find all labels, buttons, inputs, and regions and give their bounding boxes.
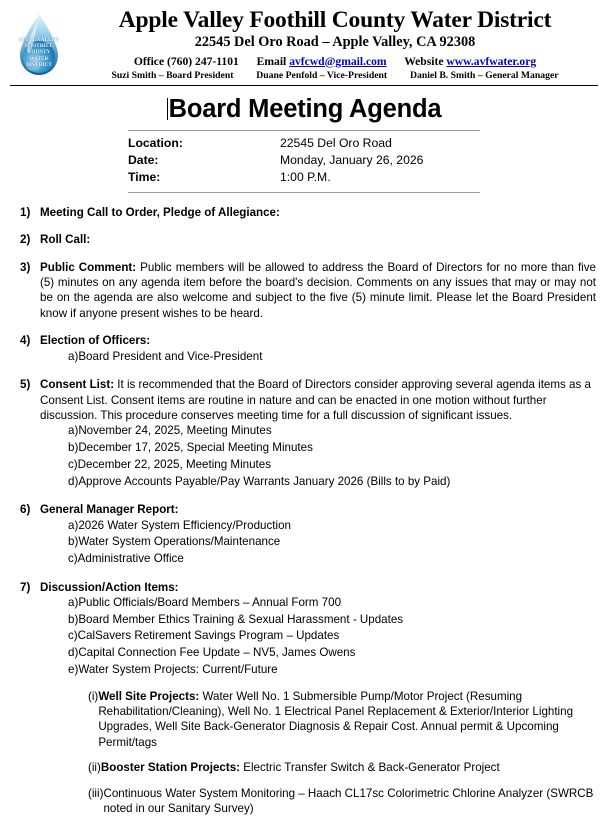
sub-marker: e) (68, 662, 79, 676)
agenda-item-5-number: 5) (20, 378, 31, 392)
agenda-item-4-lead: Election of Officers: (40, 334, 151, 348)
agenda-item-6-number: 6) (20, 503, 31, 517)
sub-marker: b) (68, 441, 79, 455)
list-item (40, 628, 596, 645)
agenda-item-1 (14, 205, 596, 220)
subsub-text: Continuous Water System Monitoring – Haach CL17sc Colorimetric Chlorine Analyzer (SWRCB noted in our Sanitary Survey) (103, 786, 594, 815)
sub-marker: b) (68, 535, 79, 549)
agenda-item-1-number: 1) (20, 205, 31, 219)
meeting-info-table (128, 135, 480, 187)
text-cursor (167, 98, 168, 120)
agenda-item-3-number: 3) (20, 260, 31, 274)
officer-vice-president: Duane Penfold – Vice-President (256, 69, 388, 81)
sub-marker: a) (68, 518, 79, 532)
sub-text: Approve Accounts Payable/Pay Warrants January 2026 (Bills to by Paid) (78, 474, 451, 488)
list-item (40, 534, 596, 551)
sub-text: Water System Operations/Maintenance (78, 535, 281, 549)
page-title-text: Board Meeting Agenda (168, 94, 442, 123)
agenda-item-7e-ii (40, 760, 596, 775)
sub-text: Water System Projects: Current/Future (78, 662, 278, 676)
list-item (40, 662, 596, 679)
list-item (40, 595, 596, 612)
sub-text: December 22, 2025, Meeting Minutes (77, 457, 272, 471)
list-item (40, 349, 596, 366)
sub-text: Public Officials/Board Members – Annual Form 700 (78, 596, 342, 610)
page-title (0, 95, 608, 124)
subsub-marker: (iii) (88, 786, 104, 800)
organization-officers-line (72, 70, 598, 82)
agenda-item-2-lead: Roll Call: (40, 233, 91, 247)
time-label: Time: (128, 170, 161, 185)
sub-marker: d) (68, 474, 79, 488)
agenda-item-6-sublist (40, 518, 596, 568)
agenda-item-2-number: 2) (20, 233, 31, 247)
sub-text: December 17, 2025, Special Meeting Minutes (78, 441, 313, 455)
agenda-item-7-lead: Discussion/Action Items: (40, 580, 179, 594)
list-item (40, 551, 596, 568)
agenda-item-7 (14, 580, 596, 816)
agenda-item-3-lead: Public Comment: (40, 260, 137, 274)
logo-cell (6, 8, 72, 78)
agenda-item-7e-iii (40, 786, 596, 816)
organization-address: 22545 Del Oro Road – Apple Valley, CA 92308 (194, 33, 476, 50)
list-item (40, 440, 596, 457)
sub-text: Board Member Ethics Training & Sexual Harassment - Updates (78, 612, 404, 626)
sub-text: Administrative Office (77, 551, 184, 565)
table-row (128, 169, 480, 186)
logo-inner-text: APPLE VALLEY FOOTHILL COUNTY WATER DISTRICT (18, 38, 60, 68)
sub-marker: c) (68, 629, 78, 643)
letterhead (0, 0, 608, 86)
list-item (40, 474, 596, 491)
website-label: Website (404, 54, 444, 68)
subsub-text: Electric Transfer Switch & Back-Generator Project (240, 761, 500, 775)
officer-board-president: Suzi Smith – Board President (111, 69, 234, 81)
list-item (40, 518, 596, 535)
agenda-item-7e-i (40, 689, 596, 751)
letterhead-divider (10, 85, 598, 86)
table-row (128, 135, 480, 152)
water-droplet-icon (15, 12, 63, 78)
table-row (128, 152, 480, 169)
sub-marker: a) (68, 349, 79, 363)
letterhead-text (72, 8, 602, 82)
agenda-item-4 (14, 333, 596, 365)
sub-text: Board President and Vice-President (78, 349, 263, 363)
water-droplet-logo (15, 12, 63, 78)
agenda-item-3 (14, 260, 596, 322)
organization-contact-line (72, 54, 598, 69)
agenda-item-4-number: 4) (20, 334, 31, 348)
subsub-marker: (i) (88, 689, 99, 703)
email-link[interactable]: avfcwd@gmail.com (289, 54, 387, 68)
agenda-item-6-lead: General Manager Report: (40, 503, 179, 517)
website-link[interactable]: www.avfwater.org (446, 54, 537, 68)
agenda-list (14, 205, 596, 816)
meeting-info-top-divider (128, 130, 480, 131)
time-value: 1:00 P.M. (280, 170, 331, 185)
agenda-item-6 (14, 502, 596, 567)
subsub-text: Water Well No. 1 Submersible Pump/Motor Project (Resuming Rehabilitation/Cleaning), Well No. 1 Electrical Panel Replacement & Exterior/Interior Lighting Upgrades, Well Site Back-Generator Diagnosis & Repair Cost. Annual permit & Upcoming Permit/tags (98, 689, 574, 749)
meeting-info-bottom-divider (128, 192, 480, 193)
date-value: Monday, January 26, 2026 (280, 153, 424, 168)
email-label: Email (256, 54, 287, 68)
subsub-marker: (ii) (88, 761, 101, 775)
meeting-info-block (128, 130, 480, 193)
agenda-item-2 (14, 232, 596, 247)
location-value: 22545 Del Oro Road (280, 135, 392, 150)
agenda-item-5-text: It is recommended that the Board of Directors consider approving several agenda items as a Consent List. Consent items are routine in nature and can be enacted in one motion without further discussion. This procedure conserves meeting time for a full discussion of significant issues. (40, 378, 591, 423)
list-item (40, 612, 596, 629)
sub-text: CalSavers Retirement Savings Program – Updates (77, 629, 340, 643)
sub-text: Capital Connection Fee Update – NV5, James Owens (78, 646, 356, 660)
agenda-item-5-lead: Consent List: (40, 378, 115, 392)
sub-marker: a) (68, 424, 79, 438)
sub-marker: c) (68, 457, 78, 471)
list-item (40, 457, 596, 474)
office-phone: (760) 247-1101 (167, 54, 239, 68)
organization-name: Apple Valley Foothill County Water District (118, 7, 552, 33)
list-item (40, 645, 596, 662)
agenda-item-5-sublist (40, 423, 596, 490)
sub-marker: c) (68, 551, 78, 565)
sub-text: November 24, 2025, Meeting Minutes (78, 424, 272, 438)
list-item (40, 423, 596, 440)
officer-general-manager: Daniel B. Smith – General Manager (410, 69, 559, 81)
subsub-lead: Well Site Projects: (98, 689, 200, 703)
agenda-item-1-lead: Meeting Call to Order, Pledge of Allegiance: (40, 205, 280, 219)
date-label: Date: (128, 153, 159, 168)
sub-text: 2026 Water System Efficiency/Production (78, 518, 291, 532)
office-label: Office (133, 54, 165, 68)
agenda-item-7-sublist (40, 595, 596, 678)
location-label: Location: (128, 135, 183, 150)
agenda-item-3-text: Public members will be allowed to address the Board of Directors for no more than five (5) minutes on any agenda item before the board's decision. Comments on any issues that may or may not be on the agenda are also welcome and subject to the five (5) minute limit. Please let the Board President know if anyone present wishes to be heard. (40, 260, 596, 320)
agenda-item-4-sublist (40, 349, 596, 366)
sub-marker: b) (68, 612, 79, 626)
sub-marker: d) (68, 646, 79, 660)
subsub-lead: Booster Station Projects: (100, 761, 241, 775)
sub-marker: a) (68, 596, 79, 610)
agenda-item-5 (14, 377, 596, 490)
agenda-item-7-number: 7) (20, 580, 31, 594)
